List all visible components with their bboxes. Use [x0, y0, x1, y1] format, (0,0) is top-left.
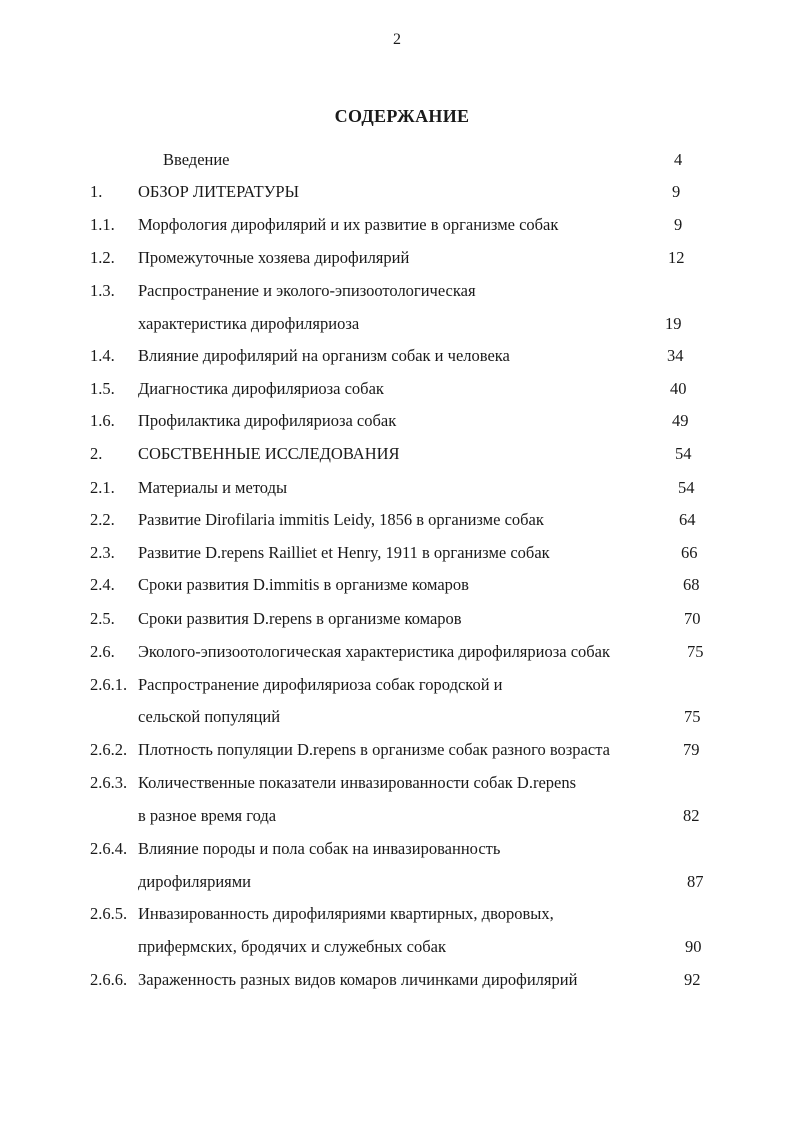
- toc-entry-text: Промежуточные хозяева дирофилярий: [138, 248, 410, 267]
- toc-entry-number: 1.1.: [90, 215, 115, 234]
- toc-entry-page: 4: [674, 150, 683, 169]
- toc-entry-text: Распространение дирофиляриоза собак городской и: [138, 675, 503, 694]
- toc-entry-page: 92: [684, 970, 701, 989]
- toc-entry-text: Распространение и эколого-эпизоотологическая: [138, 281, 476, 300]
- toc-entry: [0, 904, 794, 926]
- toc-entry-page: 75: [687, 642, 704, 661]
- toc-entry-number: 2.1.: [90, 478, 115, 497]
- toc-entry-text: Введение: [163, 150, 230, 169]
- toc-entry-text: Развитие Dirofilaria immitis Leidy, 1856 в организме собак: [138, 510, 544, 529]
- toc-entry-number: 2.: [90, 444, 103, 463]
- toc-entry: [0, 444, 794, 466]
- toc-entry-text: Морфология дирофилярий и их развитие в организме собак: [138, 215, 559, 234]
- toc-entry-page: 64: [679, 510, 696, 529]
- toc-entry-introduction: [0, 150, 794, 172]
- toc-entry-text: Профилактика дирофиляриоза собак: [138, 411, 397, 430]
- toc-entry-continuation: [0, 872, 794, 894]
- toc-entry-text: Инвазированность дирофиляриями квартирных, дворовых,: [138, 904, 554, 923]
- toc-entry-page: 54: [675, 444, 692, 463]
- toc-entry-page: 9: [672, 182, 681, 201]
- toc-entry-text: Количественные показатели инвазированности собак D.repens: [138, 773, 577, 792]
- toc-entry-text: Развитие D.repens Railliet et Henry, 1911 в организме собак: [138, 543, 550, 562]
- toc-entry-text: Материалы и методы: [138, 478, 288, 497]
- toc-entry-text: СОБСТВЕННЫЕ ИССЛЕДОВАНИЯ: [138, 444, 400, 463]
- toc-entry: [0, 740, 794, 762]
- toc-entry-page: 75: [684, 707, 701, 726]
- toc-entry-text: ОБЗОР ЛИТЕРАТУРЫ: [138, 182, 299, 201]
- page-number: 2: [393, 31, 401, 48]
- toc-entry-text: Влияние дирофилярий на организм собак и человека: [138, 346, 510, 365]
- toc-entry-text: Эколого-эпизоотологическая характеристика дирофиляриоза собак: [138, 642, 610, 661]
- toc-entry-number: 1.2.: [90, 248, 115, 267]
- toc-entry-number: 1.4.: [90, 346, 115, 365]
- toc-entry-number: 2.6.5.: [90, 904, 128, 923]
- page-title: СОДЕРЖАНИЕ: [334, 106, 470, 126]
- toc-entry-page: 79: [683, 740, 700, 759]
- toc-entry-page: 54: [678, 478, 695, 497]
- toc-entry: [0, 575, 794, 597]
- toc-entry-text: Сроки развития D.repens в организме комаров: [138, 609, 462, 628]
- toc-entry: [0, 675, 794, 697]
- toc-entry-page: 68: [683, 575, 700, 594]
- toc-entry-number: 2.6.: [90, 642, 115, 661]
- toc-entry-text: дирофиляриями: [138, 872, 252, 891]
- toc-entry-continuation: [0, 806, 794, 828]
- toc-entry-text: Плотность популяции D.repens в организме собак разного возраста: [138, 740, 610, 759]
- toc-entry-page: 87: [687, 872, 704, 891]
- toc-entry: [0, 248, 794, 270]
- toc-entry-number: 2.4.: [90, 575, 115, 594]
- toc-entry: [0, 182, 794, 204]
- toc-entry-page: 66: [681, 543, 698, 562]
- toc-entry-number: 1.: [90, 182, 103, 201]
- toc-entry-text: сельской популяций: [138, 707, 281, 726]
- toc-entry: [0, 839, 794, 861]
- toc-entry-number: 1.5.: [90, 379, 115, 398]
- toc-entry-number: 2.6.4.: [90, 839, 128, 858]
- toc-entry-number: 2.6.6.: [90, 970, 128, 989]
- toc-entry-text: Зараженность разных видов комаров личинками дирофилярий: [138, 970, 578, 989]
- toc-entry-continuation: [0, 707, 794, 729]
- toc-entry: [0, 510, 794, 532]
- toc-entry-number: 2.3.: [90, 543, 115, 562]
- toc-entry-text: характеристика дирофиляриоза: [138, 314, 360, 333]
- toc-entry: [0, 281, 794, 303]
- toc-entry-page: 90: [685, 937, 702, 956]
- toc-entry: [0, 215, 794, 237]
- toc-entry-number: 2.6.3.: [90, 773, 128, 792]
- toc-entry-number: 2.2.: [90, 510, 115, 529]
- toc-entry-page: 82: [683, 806, 700, 825]
- toc-entry-page: 12: [668, 248, 685, 267]
- toc-entry-number: 1.3.: [90, 281, 115, 300]
- toc-entry-continuation: [0, 937, 794, 959]
- toc-entry: [0, 478, 794, 500]
- toc-entry: [0, 411, 794, 433]
- toc-entry-continuation: [0, 314, 794, 336]
- toc-entry: [0, 970, 794, 992]
- toc-entry: [0, 346, 794, 368]
- toc-entry: [0, 543, 794, 565]
- toc-entry-page: 34: [667, 346, 684, 365]
- toc-entry-page: 9: [674, 215, 683, 234]
- toc-entry-page: 19: [665, 314, 682, 333]
- toc-entry-number: 1.6.: [90, 411, 115, 430]
- toc-entry-text: Диагностика дирофиляриоза собак: [138, 379, 384, 398]
- toc-entry: [0, 609, 794, 631]
- toc-entry: [0, 773, 794, 795]
- toc-entry-text: прифермских, бродячих и служебных собак: [138, 937, 446, 956]
- toc-entry-number: 2.5.: [90, 609, 115, 628]
- toc-entry-text: в разное время года: [138, 806, 277, 825]
- toc-entry-page: 49: [672, 411, 689, 430]
- toc-entry-page: 70: [684, 609, 701, 628]
- toc-entry-number: 2.6.1.: [90, 675, 128, 694]
- toc-entry-text: Влияние породы и пола собак на инвазированность: [138, 839, 501, 858]
- toc-entry: [0, 642, 794, 664]
- toc-entry-number: 2.6.2.: [90, 740, 128, 759]
- toc-entry: [0, 379, 794, 401]
- toc-entry-text: Сроки развития D.immitis в организме комаров: [138, 575, 469, 594]
- toc-entry-page: 40: [670, 379, 687, 398]
